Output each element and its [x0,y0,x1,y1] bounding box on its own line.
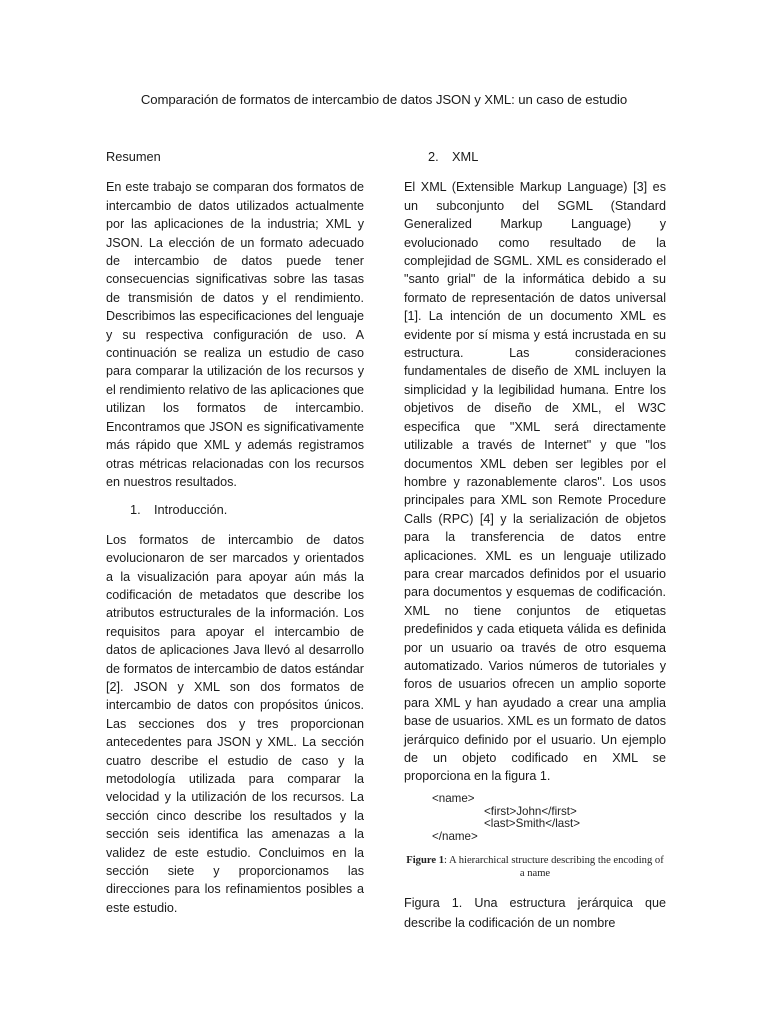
figure-code-line: <first>John</first> [484,804,577,818]
right-column [404,148,666,933]
section-2-number: 2. [428,149,439,164]
section-2-heading [428,148,666,166]
figure-1-caption-english [404,855,666,880]
figure-code-line: <last>Smith</last> [484,817,581,831]
section-1-number: 1. [130,502,141,518]
figure-caption-label: Figure 1 [406,855,444,866]
figure-code-line: </name> [432,830,478,844]
section-1-heading [130,501,364,519]
left-column [106,148,364,917]
paper-title: Comparación de formatos de intercambio de datos JSON y XML: un caso de estudio [140,92,628,107]
section-1-title: Introducción. [154,502,228,518]
section-1-text: Los formatos de intercambio de datos evolucionaron de ser marcados y orientados a la visualización para apoyar aún más la codificación de metadatos que describe los atributos estructurales de la información. Los requisitos para apoyar el intercambio de datos de aplicaciones Java llevó al desarrollo de formatos de intercambio de datos estándar [2]. JSON y XML son dos formatos de intercambio de datos con propósitos únicos. Las secciones dos y tres proporcionan antecedentes para JSON y XML. La sección cuatro describe el estudio de caso y la metodología utilizada para comparar la velocidad y la utilización de los recursos. La sección cinco describe los resultados y la sección seis identifica las amenazas a la validez de este estudio. Concluimos en la sección siete y proporcionamos las direcciones para los refinamientos posibles a este estudio. [106,532,364,915]
section-2-title: XML [452,149,479,164]
figure-code-line: <name> [432,791,475,805]
section-2-text: El XML (Extensible Markup Language) [3] es un subconjunto del SGML (Standard Generalized Markup Language) y evolucionado como resultado de la complejidad de SGML. XML es considerado el "santo grial" de la informática debido a su formato de representación de datos universal [1]. La intención de un documento XML es evidente por sí misma y está incrustada en su estructura. Las consideraciones fundamentales de diseño de XML incluyen la simplicidad y la legibilidad humana. Entre los objetivos de diseño de XML, el W3C especifica que "XML será directamente utilizable a través de Internet" y que "los documentos XML deben ser legibles por el hombre y razonablemente claros". Los usos principales para XML son Remote Procedure Calls (RPC) [4] y la serialización de objetos para la transferencia de datos entre aplicaciones. XML es un lenguaje utilizado para crear marcados definidos por el usuario para documentos y esquemas de codificación. XML no tiene conjuntos de etiquetas predefinidos y cada etiqueta válida es definida por un usuario oa través de otro esquema automatizado. Varios números de tutoriales y foros de usuarios ofrecen un amplio soporte para XML y han ayudado a crear una amplia base de usuarios. XML es un formato de datos jerárquico definido por el usuario. Un ejemplo de un objeto codificado en XML se proporciona en la figura 1. [404,180,666,784]
figure-caption-text: : A hierarchical structure describing the encoding of a name [444,855,664,879]
figure-1-code [404,793,666,844]
figure-1-caption-spanish: Figura 1. Una estructura jerárquica que describe la codificación de un nombre [404,896,666,931]
abstract-heading: Resumen [106,149,161,164]
abstract-text: En este trabajo se comparan dos formatos de intercambio de datos utilizados actualmente por las aplicaciones de la industria; XML y JSON. La elección de un formato adecuado de intercambio de datos puede tener consecuencias significativas sobre las tasas de transmisión de datos y el rendimiento. Describimos las especificaciones del lenguaje y su respectiva configuración de uso. A continuación se realiza un estudio de caso para comparar la utilización de los recursos y el rendimiento relativo de las aplicaciones que utilizan los formatos de intercambio. Encontramos que JSON es significativamente más rápido que XML y además registramos otras métricas relacionadas con los recursos en nuestros resultados. [106,180,364,489]
